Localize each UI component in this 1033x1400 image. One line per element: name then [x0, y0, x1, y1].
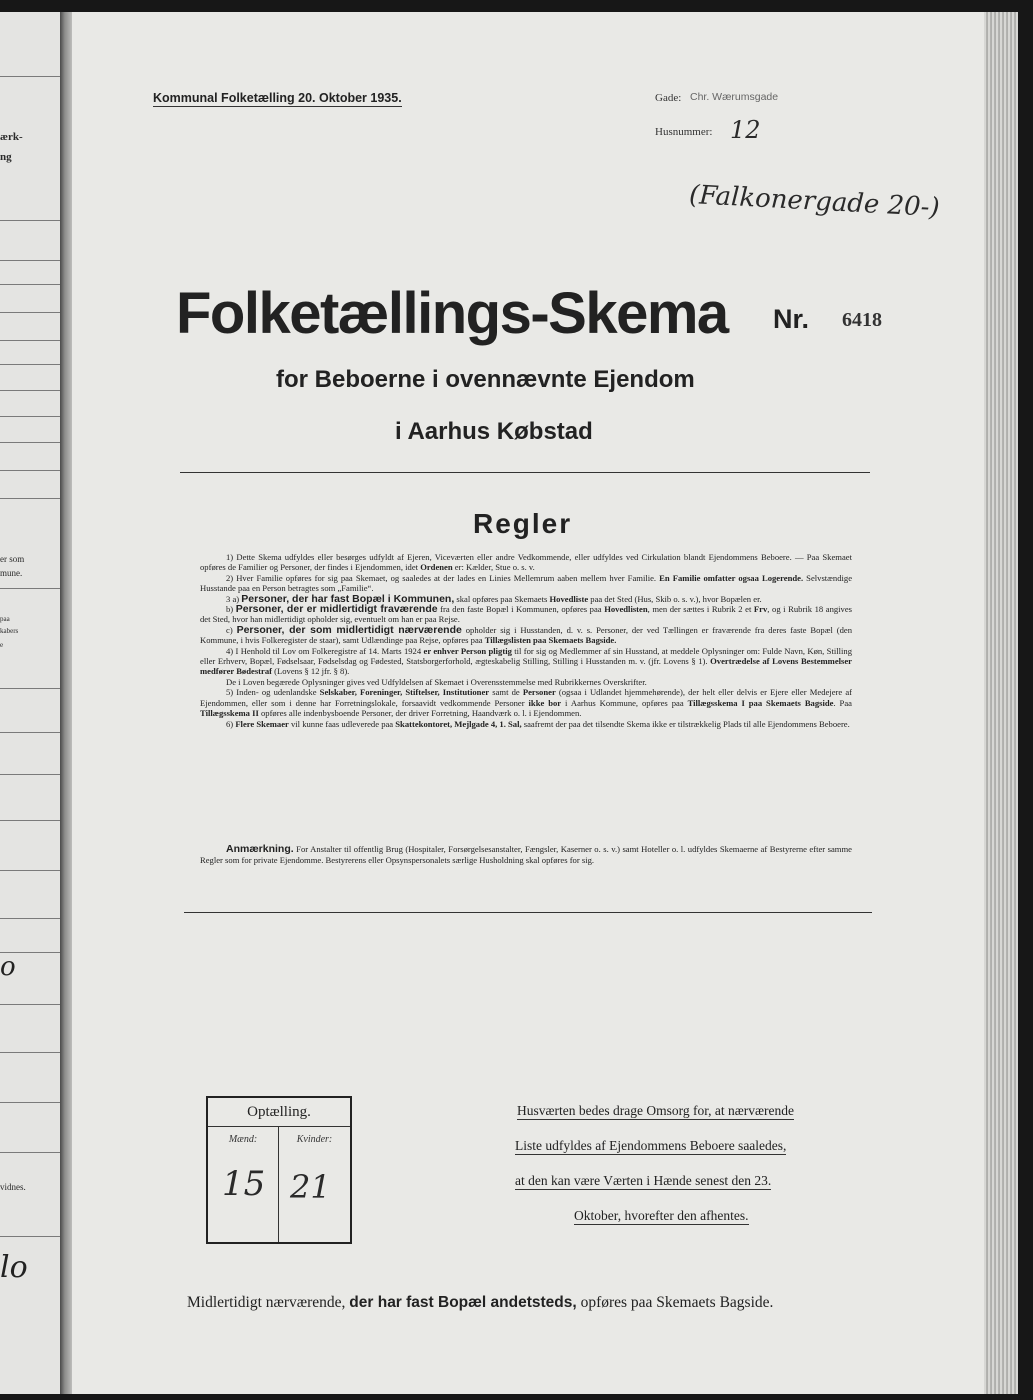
divider-bottom	[184, 912, 872, 913]
men-count: 15	[222, 1164, 266, 1204]
street-label: Gade:	[655, 92, 682, 104]
women-label: Kvinder:	[296, 1134, 333, 1145]
landlord-notice-line: at den kan være Værten i Hænde senest den 23.	[515, 1173, 772, 1188]
prev-fragment: paa	[0, 615, 10, 623]
form-number-label: Nr.	[773, 304, 810, 334]
prev-rule	[0, 918, 60, 919]
count-box-title: Optælling.	[208, 1098, 350, 1127]
house-number-label: Husnummer:	[655, 126, 713, 138]
prev-rule	[0, 498, 60, 499]
rules-text	[200, 552, 852, 729]
prev-rule	[0, 260, 60, 261]
prev-rule	[0, 732, 60, 733]
prev-rule	[0, 76, 60, 77]
rule-3a: 3 a) Personer, der har fast Bopæl i Kommunen, skal opføres paa Skemaets Hovedliste paa det Sted (Hus, Skib o. s. v.), hvor Bopælen er.	[226, 592, 762, 605]
prev-rule	[0, 284, 60, 285]
rule-3c: c) Personer, der som midlertidigt nærværende opholder sig i Husstanden, d. v. s. Personer, der ved Tællingen er fraværende fra deres faste Bopæl (den Kommune, i hvis Folkeregister de staar), samt Udlændinge paa Rejse, opføres paa Tillægslisten paa Skemaets Bagside.	[200, 623, 853, 646]
rules-heading: Regler	[473, 508, 573, 539]
prev-handwriting: o	[0, 952, 16, 982]
rule-1: 1) Dette Skema udfyldes eller besørges udfyldt af Ejeren, Viceværten eller andre Vedkommende, eller udfyldes ved Cirkulation blandt Ejendommens Beboere. — Paa Skemaet opføres de Familier og Personer, der findes i Ejendommen, idet Ordenen er: Kælder, Stue o. s. v.	[200, 552, 852, 573]
prev-rule	[0, 870, 60, 871]
census-title: Kommunal Folketælling 20. Oktober 1935.	[153, 91, 402, 105]
prev-rule	[0, 364, 60, 365]
remark-text: For Anstalter til offentlig Brug (Hospitaler, Forsørgelsesanstalter, Fængsler, Kaserner o. s. v.) samt Hoteller o. l. udfyldes Skemaerne af Bestyrerne efter samme Regler som for private Ejendomme. Bestyrerens eller Opsynspersonalets særlige Husholdning skal opføres for sig.	[200, 844, 852, 865]
form-location: i Aarhus Købstad	[395, 418, 593, 445]
form-subtitle: for Beboerne i ovennævnte Ejendom	[276, 366, 695, 393]
prev-handwriting: lo	[0, 1250, 28, 1285]
landlord-notice-line: Liste udfyldes af Ejendommens Beboere saaledes,	[515, 1138, 787, 1153]
prev-rule	[0, 1052, 60, 1053]
form-title: Folketællings-Skema	[176, 281, 728, 346]
rule-2: 2) Hver Familie opføres for sig paa Skemaet, og saaledes at der lades en Linies Mellemrum aaben mellem hver Familie. En Familie omfatter ogsaa Logerende. Selvstændige Husstande paa en Person betragtes som „Familie“.	[200, 572, 853, 594]
prev-rule	[0, 688, 60, 689]
prev-rule	[0, 588, 60, 589]
prev-fragment: vidnes.	[0, 1182, 26, 1192]
prev-rule	[0, 1152, 60, 1153]
remark-label: Anmærkning.	[226, 843, 294, 855]
divider-top	[180, 472, 870, 473]
prev-rule	[0, 312, 60, 313]
footer-note: Midlertidigt nærværende, der har fast Bopæl andetsteds, opføres paa Skemaets Bagside.	[187, 1294, 774, 1311]
form-number-value: 6418	[842, 309, 882, 331]
remark	[200, 844, 852, 865]
men-label: Mænd:	[228, 1134, 258, 1145]
prev-fragment: mune.	[0, 568, 23, 578]
prev-fragment: ng	[0, 151, 12, 163]
rule-4: 4) I Henhold til Lov om Folkeregistre af 14. Marts 1924 er enhver Person pligtig til for sig og Medlemmer af sin Husstand, at meddele Oplysninger om: Fulde Navn, Køn, Stilling eller Erhverv, Bopæl, Fødselsaar, Fødselsdag og Fødested, Statsborgerforhold, ægteskabelig Stilling, Stilling i Husstanden m. v. (jfr. Lovens § 1). Overtrædelse af Lovens Bestemmelser medfører Bødestraf (Lovens § 12 jfr. § 8).	[200, 645, 853, 677]
prev-rule	[0, 220, 60, 221]
prev-rule	[0, 390, 60, 391]
prev-rule	[0, 470, 60, 471]
rule-3b: b) Personer, der er midlertidigt fraværende fra den faste Bopæl i Kommunen, opføres paa Hovedlisten, men der sættes i Rubrik 2 et Frv, og i Rubrik 18 angives det Sted, hvor han midlertidigt opholder sig, eventuelt om han er paa Rejse.	[200, 603, 853, 625]
women-count: 21	[290, 1168, 331, 1206]
rule-5: 5) Inden- og udenlandske Selskaber, Foreninger, Stiftelser, Institutioner samt de Personer (ogsaa i Udlandet hjemmehørende), der helt eller delvis er Ejere eller Medejere af Ejendommen, eller som i denne har Forretningslokale, forsaavidt vedkommende Personer ikke bor i Aarhus Kommune, opføres paa Tillægsskema I paa Skemaets Bagside. Paa Tillægsskema II opføres alle indenbysboende Personer, der driver Forretning, Haandværk o. l. i Ejendommen.	[200, 687, 852, 719]
prev-rule	[0, 442, 60, 443]
handwritten-address-note: (Falkonergade 20-)	[688, 180, 941, 224]
prev-rule	[0, 1236, 60, 1237]
prev-fragment: e	[0, 641, 4, 649]
prev-rule	[0, 820, 60, 821]
house-number-value: 12	[730, 116, 761, 144]
count-box	[206, 1096, 352, 1244]
prev-fragment: kabers	[0, 627, 19, 635]
prev-fragment: ærk-	[0, 131, 23, 143]
prev-rule	[0, 1102, 60, 1103]
previous-page-edge	[0, 12, 60, 1394]
prev-rule	[0, 340, 60, 341]
rule-6: 6) Flere Skemaer vil kunne faas udleverede paa Skattekontoret, Mejlgade 4, 1. Sal, saafremt der paa det tilsendte Skema ikke er tilstrækkelig Plads til alle Ejendommens Beboere.	[226, 718, 850, 729]
prev-fragment: er som	[0, 554, 25, 564]
book-gutter	[60, 12, 72, 1394]
prev-rule	[0, 774, 60, 775]
landlord-notice-line: Husværten bedes drage Omsorg for, at nærværende	[517, 1103, 795, 1118]
street-value: Chr. Wærumsgade	[690, 91, 779, 103]
rule-4-extra: De i Loven begærede Oplysninger gives ved Udfyldelsen af Skemaet i Overensstemmelse med Rubrikkernes Overskrifter.	[226, 676, 647, 687]
page-edges	[984, 12, 1018, 1394]
prev-rule	[0, 416, 60, 417]
prev-rule	[0, 1004, 60, 1005]
landlord-notice-line: Oktober, hvorefter den afhentes.	[574, 1208, 749, 1223]
